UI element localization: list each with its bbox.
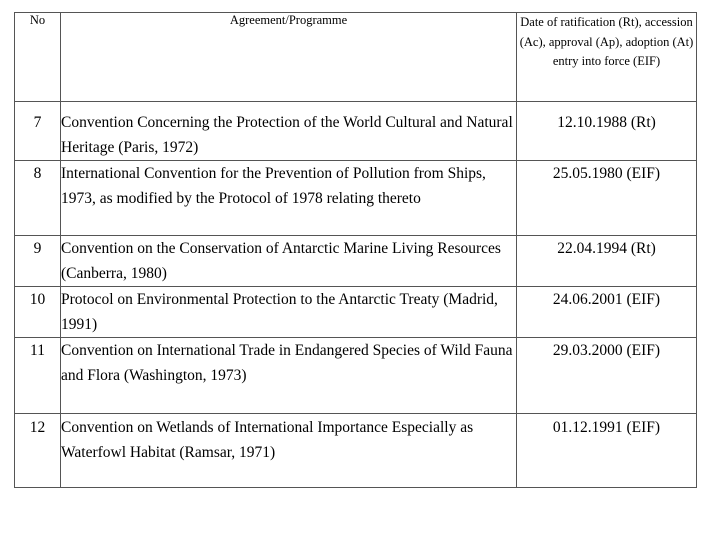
row-number-text: 9 (33, 240, 42, 257)
header-date: Date of ratification (Rt), accession (Ac), approval (Ap), adoption (At) entry into force (EIF) (517, 13, 697, 102)
row-agreement: International Convention for the Prevention of Pollution from Ships, 1973, as modified by the Protocol of 1978 relating thereto (61, 161, 517, 236)
row-date: 25.05.1980 (EIF) (517, 161, 697, 236)
row-agreement: Convention on International Trade in Endangered Species of Wild Fauna and Flora (Washington, 1973) (61, 338, 517, 414)
row-number (15, 338, 61, 414)
row-agreement: Protocol on Environmental Protection to the Antarctic Treaty (Madrid, 1991) (61, 287, 517, 338)
row-date: 12.10.1988 (Rt) (517, 102, 697, 161)
row-agreement: Convention on the Conservation of Antarctic Marine Living Resources (Canberra, 1980) (61, 236, 517, 287)
header-agreement: Agreement/Programme (61, 13, 517, 102)
row-number-text: 11 (30, 342, 45, 359)
row-agreement: Convention on Wetlands of International Importance Especially as Waterfowl Habitat (Ramsar, 1971) (61, 414, 517, 488)
row-number-text: 8 (33, 165, 42, 182)
header-no: No (15, 13, 61, 102)
row-number (15, 414, 61, 488)
row-number-text: 10 (29, 291, 46, 308)
row-number-text: 12 (29, 419, 46, 436)
row-number (15, 236, 61, 287)
table-row (15, 414, 697, 488)
row-date: 29.03.2000 (EIF) (517, 338, 697, 414)
header-row (15, 13, 697, 102)
row-number (15, 287, 61, 338)
row-number (15, 161, 61, 236)
row-number (15, 102, 61, 161)
row-date: 01.12.1991 (EIF) (517, 414, 697, 488)
row-number-text: 7 (33, 114, 42, 131)
row-date: 22.04.1994 (Rt) (517, 236, 697, 287)
table-row (15, 338, 697, 414)
row-date: 24.06.2001 (EIF) (517, 287, 697, 338)
table-row (15, 287, 697, 338)
table-row (15, 236, 697, 287)
agreements-table (14, 12, 697, 488)
table-row (15, 102, 697, 161)
row-agreement: Convention Concerning the Protection of the World Cultural and Natural Heritage (Paris, 1972) (61, 102, 517, 161)
table-row (15, 161, 697, 236)
